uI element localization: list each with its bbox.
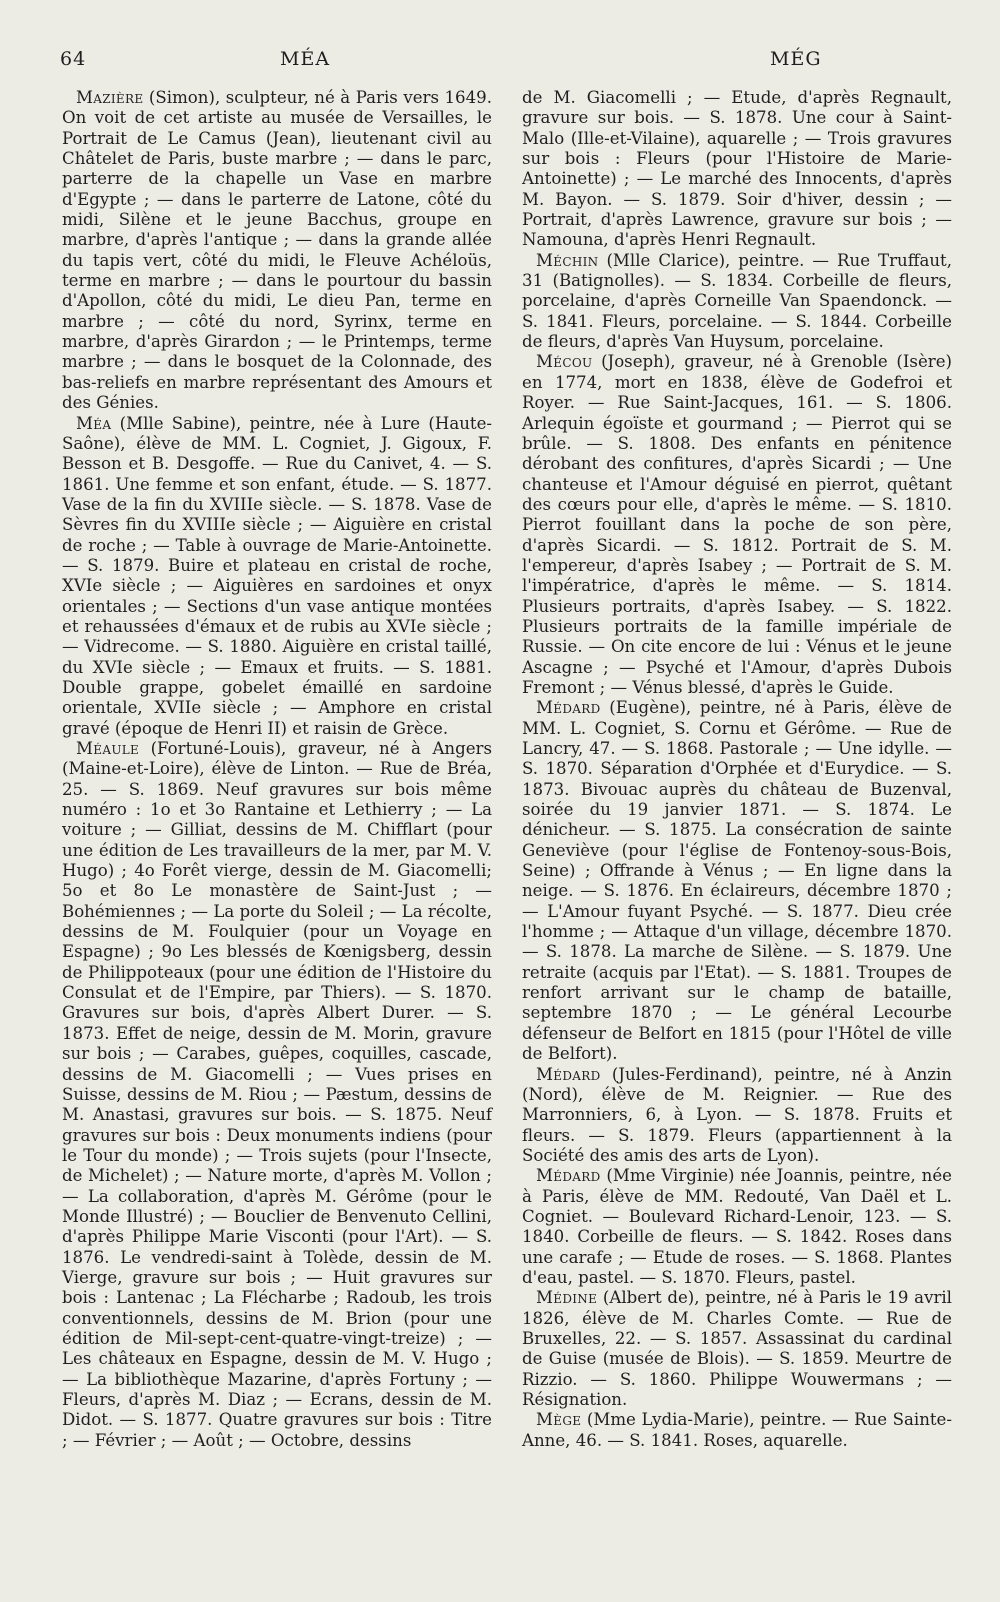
- entry-text: de M. Giacomelli ; — Etude, d'après Regnault, gravure sur bois. — S. 1878. Une cour à Saint-Malo (Ille-et-Vilaine), aquarelle ; — Trois gravures sur bois : Fleurs (pour l'Histoire de Marie-Antoinette) ; — Le marché des Innocents, d'après M. Bayon. — S. 1879. Soir d'hiver, dessin ; — Portrait, d'après Lawrence, gravure sur bois ; — Namouna, d'après Henri Regnault.: [522, 88, 952, 250]
- entry-medard-virginie: [522, 1166, 952, 1288]
- entry-text: (Simon), sculpteur, né à Paris vers 1649. On voit de cet artiste au musée de Versailles, le Portrait de Le Camus (Jean), lieutenant civil au Châtelet de Paris, buste marbre ; — dans le parc, parterre de la chapelle un Vase en marbre d'Egypte ; — dans le parterre de Latone, côté du midi, Silène et le jeune Bacchus, groupe en marbre, d'après l'antique ; — dans la grande allée du tapis vert, côté du midi, le Fleuve Achéloüs, terme en marbre ; — dans le pourtour du bassin d'Apollon, côté du midi, Le dieu Pan, terme en marbre ; — côté du nord, Syrinx, terme en marbre, d'après Girardon ; — le Printemps, terme marbre ; — dans le bosquet de la Colonnade, des bas-reliefs en marbre représentant des Amours et des Génies.: [62, 88, 492, 413]
- entry-maziere: [62, 88, 492, 414]
- right-running-head: MÉG: [770, 48, 822, 70]
- entry-text: (Albert de), peintre, né à Paris le 19 avril 1826, élève de M. Charles Comte. — Rue de Bruxelles, 22. — S. 1857. Assassinat du cardinal de Guise (musée de Blois). — S. 1859. Meurtre de Rizzio. — S. 1860. Philippe Wouwermans ; — Résignation.: [522, 1288, 952, 1409]
- entry-medard-jules: [522, 1065, 952, 1167]
- entry-mechin: [522, 251, 952, 353]
- entry-text: (Fortuné-Louis), graveur, né à Angers (Maine-et-Loire), élève de Linton. — Rue de Bréa, 25. — S. 1869. Neuf gravures sur bois même numéro : 1o et 3o Rantaine et Lethierry ; — La voiture ; — Gilliat, dessins de M. Chifflart (pour une édition de Les travailleurs de la mer, par M. V. Hugo) ; 4o Forêt vierge, dessin de M. Giacomelli; 5o et 8o Le monastère de Saint-Just ; — Bohémiennes ; — La porte du Soleil ; — La récolte, dessins de M. Foulquier (pour un Voyage en Espagne) ; 9o Les blessés de Kœnigsberg, dessin de Philippoteaux (pour une édition de l'Histoire du Consulat et de l'Empire, par Thiers). — S. 1870. Gravures sur bois, d'après Albert Durer. — S. 1873. Effet de neige, dessin de M. Morin, gravure sur bois ; — Carabes, guêpes, coquilles, cascade, dessins de M. Giacomelli ; — Vues prises en Suisse, dessins de M. Riou ; — Pæstum, dessins de M. Anastasi, gravures sur bois. — S. 1875. Neuf gravures sur bois : Deux monuments indiens (pour le Tour du monde) ; — Trois sujets (pour l'Insecte, de Michelet) ; — Nature morte, d'après M. Vollon ; — La collaboration, d'après M. Gérôme (pour le Monde Illustré) ; — Bouclier de Benvenuto Cellini, d'après Philippe Marie Visconti (pour l'Art). — S. 1876. Le vendredi-saint à Tolède, dessin de M. Vierge, gravure sur bois ; — Huit gravures sur bois : Lantenac ; La Flécharbe ; Radoub, les trois conventionnels, dessins de M. Brion (pour une édition de Mil-sept-cent-quatre-vingt-treize) ; — Les châteaux en Espagne, dessin de M. V. Hugo ; — La bibliothèque Mazarine, d'après Fortuny ; — Fleurs, d'après M. Diaz ; — Ecrans, dessin de M. Didot. — S. 1877. Quatre gravures sur bois : Titre ; — Février ; — Août ; — Octobre, dessins: [62, 739, 493, 1450]
- entry-text: (Eugène), peintre, né à Paris, élève de MM. L. Cogniet, S. Cornu et Gérôme. — Rue de Lancry, 47. — S. 1868. Pastorale ; — Une idylle. — S. 1870. Séparation d'Orphée et d'Eurydice. — S. 1873. Bivouac auprès du château de Buzenval, soirée du 19 janvier 1871. — S. 1874. Le dénicheur. — S. 1875. La consécration de sainte Geneviève (pour l'église de Fontenoy-sous-Bois, Seine) ; Offrande à Vénus ; — En ligne dans la neige. — S. 1876. En éclaireurs, décembre 1870 ; — L'Amour fuyant Psyché. — S. 1877. Dieu crée l'homme ; — Attaque d'un village, décembre 1870. — S. 1878. La marche de Silène. — S. 1879. Une retraite (acquis par l'Etat). — S. 1881. Troupes de renfort arrivant sur le champ de bataille, septembre 1870 ; — Le général Lecourbe défenseur de Belfort en 1815 (pour l'Hôtel de ville de Belfort).: [522, 698, 952, 1064]
- entry-name: Médard: [536, 698, 601, 718]
- entry-text: (Mme Virginie) née Joannis, peintre, née à Paris, élève de MM. Redouté, Van Daël et L. Cogniet. — Boulevard Richard-Lenoir, 123. — S. 1840. Corbeille de fleurs. — S. 1842. Roses dans une carafe ; — Etude de roses. — S. 1868. Plantes d'eau, pastel. — S. 1870. Fleurs, pastel.: [522, 1166, 952, 1287]
- entry-medine: [522, 1288, 952, 1410]
- entry-name: Médard: [536, 1166, 601, 1186]
- entry-name: Méchin: [536, 250, 599, 270]
- entry-meaule-continued: [522, 88, 952, 251]
- entry-medard-eugene: [522, 698, 952, 1064]
- entry-name: Méa: [76, 413, 112, 433]
- entry-mea: [62, 414, 492, 740]
- entry-name: Mège: [536, 1410, 582, 1430]
- entry-text: (Mlle Clarice), peintre. — Rue Truffaut, 31 (Batignolles). — S. 1834. Corbeille de fleurs, porcelaine, d'après Corneille Van Spaendonck. — S. 1841. Fleurs, porcelaine. — S. 1844. Corbeille de fleurs, d'après Van Huysum, porcelaine.: [522, 250, 953, 352]
- entry-name: Médine: [536, 1288, 598, 1308]
- page-number: 64: [60, 48, 87, 70]
- entry-name: Mazière: [76, 88, 144, 107]
- entry-text: (Mlle Sabine), peintre, née à Lure (Haute-Saône), élève de MM. L. Cogniet, J. Gigoux, F. Besson et B. Desgoffe. — Rue du Canivet, 4. — S. 1861. Une femme et son enfant, étude. — S. 1877. Vase de la fin du XVIIIe siècle. — S. 1878. Vase de Sèvres fin du XVIIIe siècle ; — Aiguière en cristal de roche ; — Table à ouvrage de Marie-Antoinette. — S. 1879. Buire et plateau en cristal de roche, XVIe siècle ; — Aiguières en sardoines et onyx orientales ; — Sections d'un vase antique montées et rehaussées d'émaux et de rubis au XVIe siècle ; — Vidrecome. — S. 1880. Aiguière en cristal taillé, du XVIe siècle ; — Emaux et fruits. — S. 1881. Double grappe, gobelet émaillé en sardoine orientale, XVIIe siècle ; — Amphore en cristal gravé (époque de Henri II) et raisin de Grèce.: [62, 413, 492, 738]
- entry-text: (Joseph), graveur, né à Grenoble (Isère) en 1774, mort en 1838, élève de Godefroi et Royer. — Rue Saint-Jacques, 161. — S. 1806. Arlequin égoïste et gourmand ; — Pierrot qui se brûle. — S. 1808. Des enfants en pénitence dérobant des confitures, d'après Sicardi ; — Une chanteuse et l'Amour déguisé en pierrot, quêtant des cœurs pour elle, d'après le même. — S. 1810. Pierrot fouillant dans la poche de son père, d'après Sicardi. — S. 1812. Portrait de S. M. l'empereur, d'après Isabey ; — Portrait de S. M. l'impératrice, d'après le même. — S. 1814. Plusieurs portraits, d'après Isabey. — S. 1822. Plusieurs portraits de la famille impériale de Russie. — On cite encore de lui : Vénus et le jeune Ascagne ; — Psyché et l'Amour, d'après Dubois Fremont ; — Vénus blessé, d'après le Guide.: [522, 352, 952, 697]
- entry-text: (Mme Lydia-Marie), peintre. — Rue Sainte-Anne, 46. — S. 1841. Roses, aquarelle.: [522, 1410, 952, 1450]
- entry-meaule: [62, 739, 492, 1451]
- running-header: [60, 48, 955, 76]
- left-running-head: MÉA: [280, 48, 331, 70]
- entry-name: Méaule: [76, 739, 140, 758]
- left-column: [62, 88, 492, 1451]
- entry-mege: [522, 1410, 952, 1451]
- entry-name: Médard: [536, 1064, 601, 1084]
- entry-text: (Jules-Ferdinand), peintre, né à Anzin (Nord), élève de M. Reignier. — Rue des Marronniers, 6, à Lyon. — S. 1878. Fruits et fleurs. — S. 1879. Fleurs (appartiennent à la Société des amis des arts de Lyon).: [522, 1064, 952, 1165]
- entry-mecou: [522, 352, 952, 698]
- right-column: [522, 88, 952, 1451]
- entry-name: Mécou: [536, 352, 593, 372]
